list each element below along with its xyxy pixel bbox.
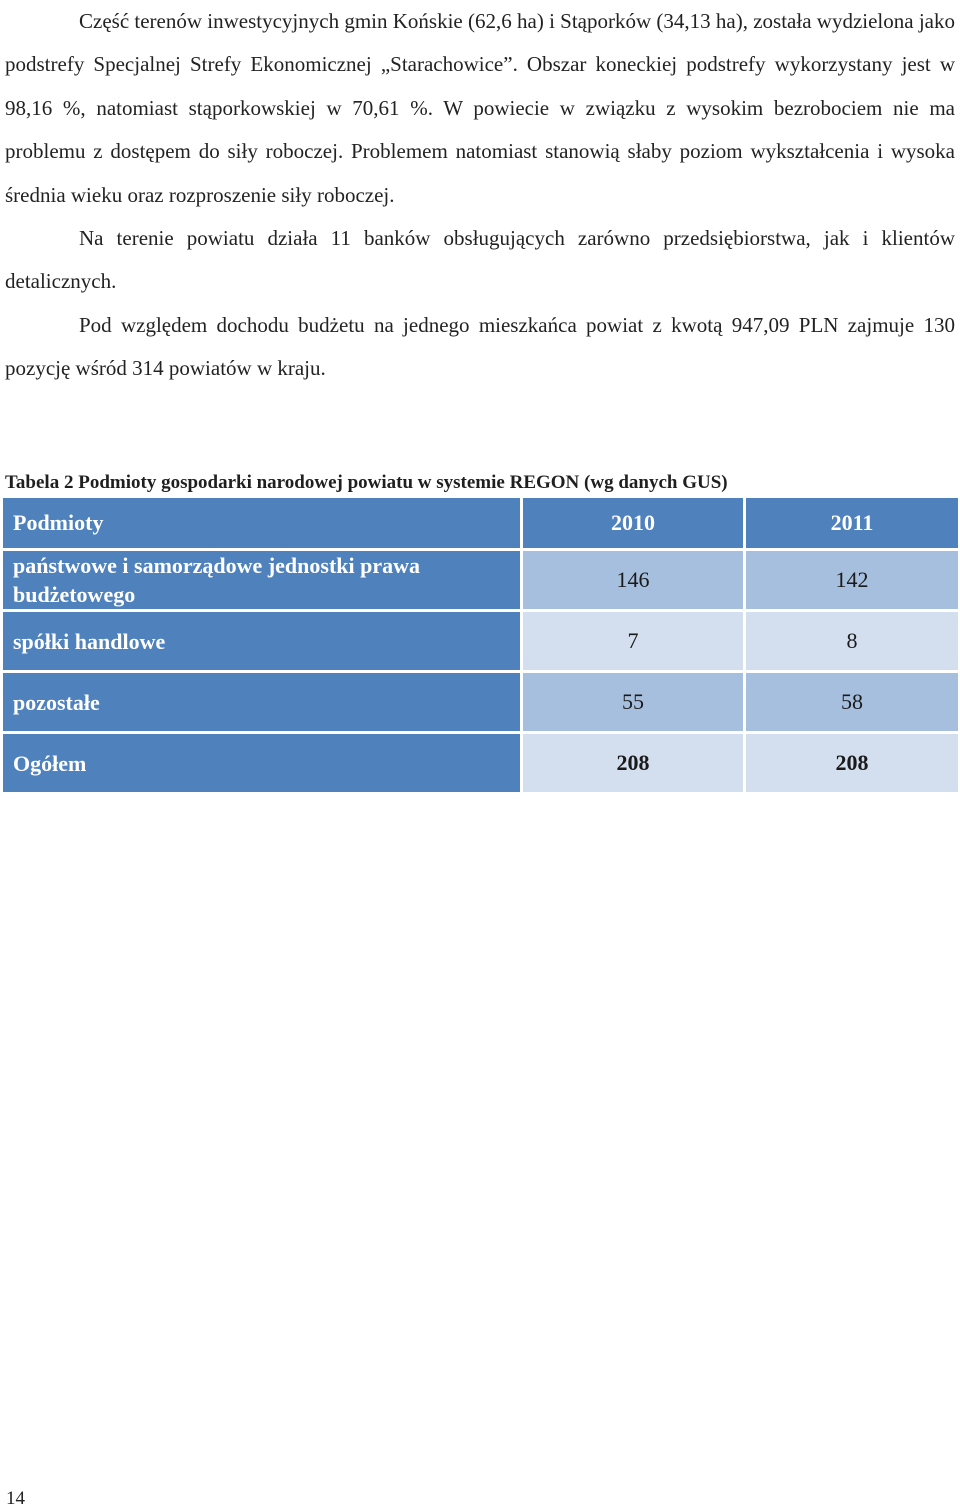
- value-2010: 146: [523, 551, 746, 612]
- paragraph-banks: Na terenie powiatu działa 11 banków obsługujących zarówno przedsiębiorstwa, jak i klientów detalicznych.: [5, 226, 955, 294]
- regon-table: [3, 498, 958, 795]
- row-label: pozostałe: [3, 673, 523, 734]
- total-2010: 208: [523, 734, 746, 795]
- paragraph-budget-income: Pod względem dochodu budżetu na jednego mieszkańca powiat z kwotą 947,09 PLN zajmuje 130 pozycję wśród 314 powiatów w kraju.: [5, 312, 955, 381]
- row-label: państwowe i samorządowe jednostki prawa budżetowego: [3, 551, 523, 612]
- value-2011: 142: [746, 551, 958, 612]
- table-header-row: [3, 498, 958, 551]
- table-row-total: [3, 734, 958, 795]
- value-2011: 58: [746, 673, 958, 734]
- header-podmioty: Podmioty: [3, 498, 523, 551]
- value-2010: 7: [523, 612, 746, 673]
- header-2011: 2011: [746, 498, 958, 551]
- table-caption: Tabela 2 Podmioty gospodarki narodowej powiatu w systemie REGON (wg danych GUS): [5, 472, 728, 493]
- total-2011: 208: [746, 734, 958, 795]
- page-number: 14: [6, 1488, 25, 1509]
- table-row: [3, 612, 958, 673]
- table-row: [3, 673, 958, 734]
- value-2010: 55: [523, 673, 746, 734]
- row-label-total: Ogółem: [3, 734, 523, 795]
- header-2010: 2010: [523, 498, 746, 551]
- value-2011: 8: [746, 612, 958, 673]
- row-label: spółki handlowe: [3, 612, 523, 673]
- body-text: [5, 0, 955, 391]
- table-row: [3, 551, 958, 612]
- paragraph-investment-zones: Część terenów inwestycyjnych gmin Końskie (62,6 ha) i Stąporków (34,13 ha), została wydzielona jako podstrefy Specjalnej Strefy Ekonomicznej „Starachowice”. Obszar koneckiej podstrefy wykorzystany jest w 98,16 %, natomiast stąporkowskiej w 70,61 %. W powiecie w związku z wysokim bezrobociem nie ma problemu z dostępem do siły roboczej. Problemem natomiast stanowią słaby poziom wykształcenia i wysoka średnia wieku oraz rozproszenie siły roboczej.: [5, 9, 955, 207]
